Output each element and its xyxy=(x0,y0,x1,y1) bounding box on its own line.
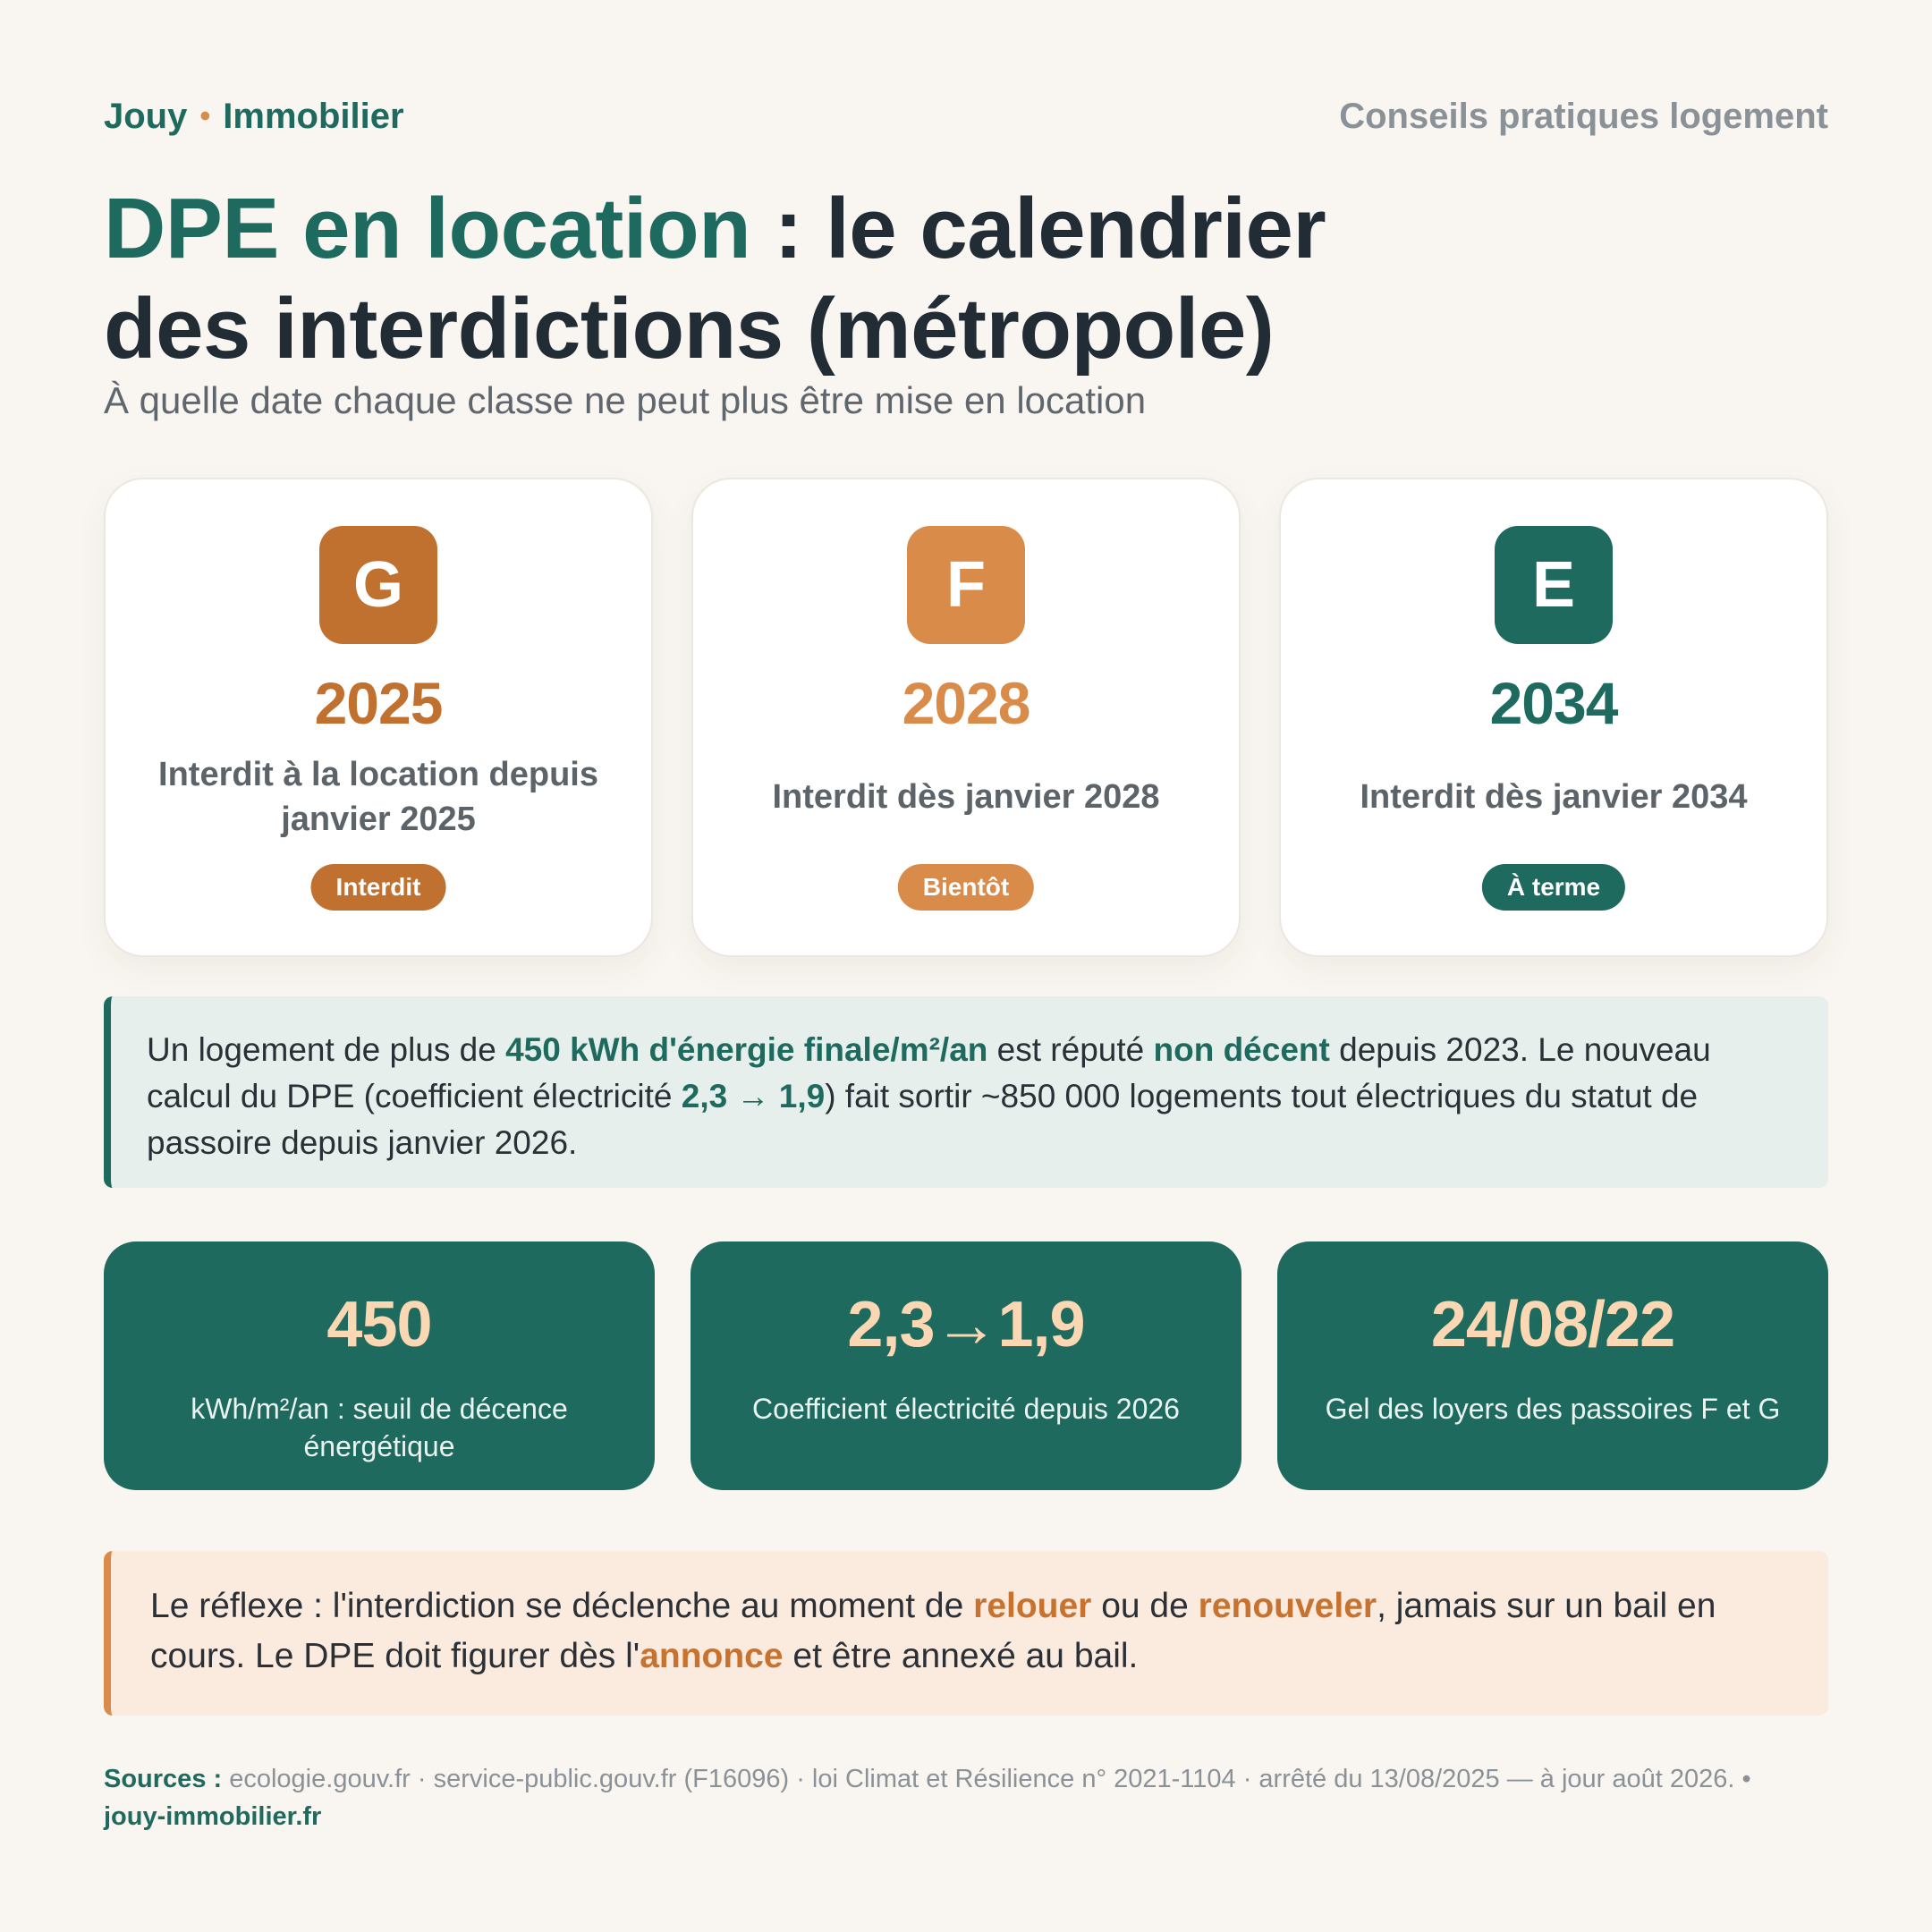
infographic xyxy=(104,0,1828,1932)
class-card-e xyxy=(1279,478,1828,957)
header xyxy=(104,93,1828,140)
class-letter-badge: F xyxy=(907,526,1025,644)
title-highlight: DPE en location xyxy=(104,181,751,276)
tagline: Conseils pratiques logement xyxy=(1339,96,1828,136)
key-figures xyxy=(104,1241,1828,1490)
class-cards xyxy=(104,478,1828,957)
reflex-text: et être annexé au bail. xyxy=(783,1637,1139,1675)
info-callout xyxy=(104,996,1828,1188)
info-highlight-coefficient: 2,3 → 1,9 xyxy=(681,1078,826,1114)
reflex-highlight-renew: renouveler xyxy=(1198,1587,1377,1625)
status-badge: Bientôt xyxy=(898,864,1034,911)
stat-card-threshold xyxy=(104,1241,655,1490)
status-badge: À terme xyxy=(1482,864,1625,911)
stat-card-coefficient xyxy=(691,1241,1241,1490)
reflex-callout xyxy=(104,1551,1828,1716)
info-text: depuis 2023. Le nouveau calcul du DPE (coefficient électricité xyxy=(147,1031,1711,1114)
info-highlight-threshold: 450 kWh d'énergie finale/m²/an xyxy=(505,1031,988,1068)
class-card-f xyxy=(691,478,1241,957)
website-link[interactable]: jouy-immobilier.fr xyxy=(104,1802,322,1831)
class-description: Interdit dès janvier 2028 xyxy=(772,778,1160,816)
reflex-text: ou de xyxy=(1091,1587,1199,1625)
class-letter-badge: G xyxy=(319,526,437,644)
stat-label: kWh/m²/an : seuil de décence énergétique xyxy=(191,1393,568,1462)
class-letter-badge: E xyxy=(1495,526,1613,644)
stat-value: 450 xyxy=(326,1289,432,1360)
brand-name-first: Jouy xyxy=(104,96,188,136)
class-year: 2025 xyxy=(314,670,443,736)
page-subtitle: À quelle date chaque classe ne peut plus être mise en location xyxy=(104,379,1147,421)
page-title xyxy=(104,179,1624,379)
sources-footer xyxy=(104,1760,1828,1835)
brand-logo[interactable] xyxy=(104,97,404,137)
sources-list: ecologie.gouv.fr · service-public.gouv.fr (F16096) · loi Climat et Résilience n° 2021-1104 · arrêté du 13/08/2025 — à jour août 2026. • xyxy=(222,1765,1751,1793)
stat-label: Gel des loyers des passoires F et G xyxy=(1325,1393,1781,1425)
brand-name-second: Immobilier xyxy=(223,96,404,136)
stat-value: 2,3→1,9 xyxy=(847,1289,1085,1360)
reflex-text: Le réflexe : l'interdiction se déclenche au moment de xyxy=(150,1587,974,1625)
stat-card-rent-freeze xyxy=(1277,1241,1828,1490)
class-year: 2028 xyxy=(902,670,1030,736)
info-highlight-indecent: non décent xyxy=(1153,1031,1330,1068)
stat-label: Coefficient électricité depuis 2026 xyxy=(752,1393,1180,1425)
sources-label: Sources : xyxy=(104,1765,223,1793)
reflex-highlight-relet: relouer xyxy=(973,1587,1092,1625)
title-rest: : le calendrier xyxy=(750,181,1326,276)
status-badge: Interdit xyxy=(311,864,446,911)
reflex-text: , jamais sur un bail en cours. Le DPE doit figurer dès l' xyxy=(150,1587,1716,1675)
info-text: ) fait sortir ~850 000 logements tout électriques du statut de passoire depuis janvier 2026. xyxy=(147,1078,1699,1161)
title-line-2: des interdictions (métropole) xyxy=(104,281,1275,377)
reflex-highlight-listing: annonce xyxy=(640,1637,784,1675)
class-card-g xyxy=(104,478,653,957)
class-description: Interdit à la location depuis janvier 2025 xyxy=(158,756,598,838)
info-text: est réputé xyxy=(987,1031,1154,1068)
class-description: Interdit dès janvier 2034 xyxy=(1360,778,1748,816)
stat-value: 24/08/22 xyxy=(1430,1289,1675,1360)
brand-separator: • xyxy=(199,98,211,133)
class-year: 2034 xyxy=(1489,670,1618,736)
info-text: Un logement de plus de xyxy=(147,1031,506,1068)
